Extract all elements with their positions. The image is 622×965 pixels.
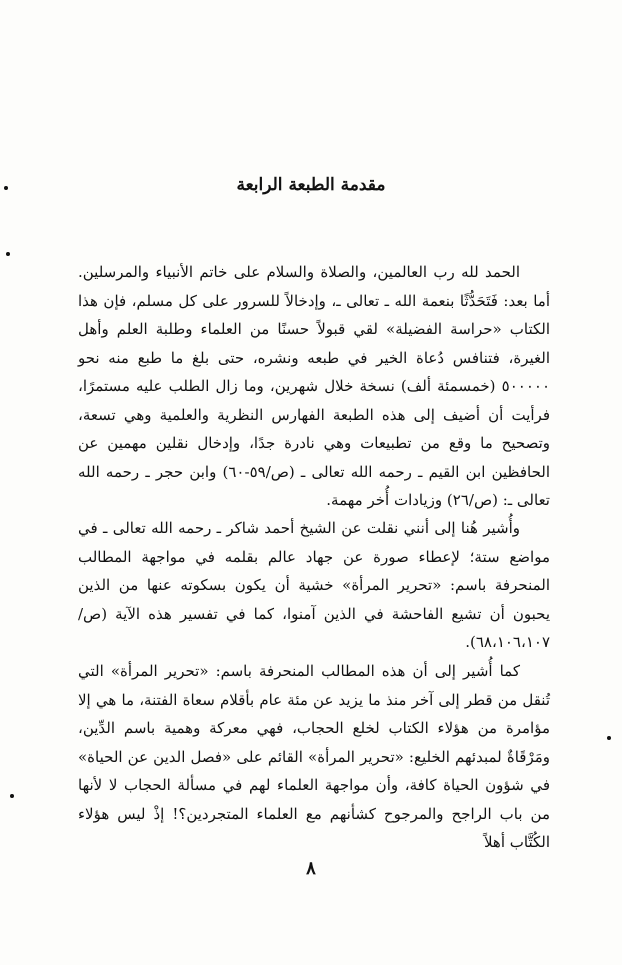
paragraph-shakir: وأُشير هُنا إلى أنني نقلت عن الشيخ أحمد شاكر ـ رحمه الله تعالى ـ في مواضع ستة؛ لإعطاء صورة عن جهاد عالم بقلمه في مواجهة المطالب المنحرفة باسم: «تحرير المرأة» خشية أن يكون بسكوته عنها من الذين يحبون أن تشيع الفاحشة في الذين آمنوا، كما في تفسير هذه الآية (ص/٦٨،١٠٦،١٠٧). <box>78 519 550 651</box>
margin-mark <box>607 736 611 740</box>
margin-mark <box>10 794 14 798</box>
paragraph-intro: الحمد لله رب العالمين، والصلاة والسلام على خاتم الأنبياء والمرسلين. أما بعد: فَتَحَدُّثًا بنعمة الله ـ تعالى ـ، وإدخالاً للسرور على كل مسلم، فإن هذا الكتاب «حراسة الفضيلة» لقي قبولاً حسنًا من العلماء وطلبة العلم وأهل الغيرة، فتنافس دُعاة الخير في طبعه ونشره، حتى بلغ ما طبع منه نحو ٥٠٠٠٠٠ (خمسمئة ألف) نسخة خلال شهرين، وما زال الطلب عليه مستمرًا، فرأيت أن أضيف إلى هذه الطبعة الفهارس النظرية والعلمية وهي تسعة، وتصحيح ما وقع من تطبيعات وهي نادرة جدًا، وإدخال نقلين مهمين عن الحافظين ابن القيم ـ رحمه الله تعالى ـ (ص/٥٩-٦٠) وابن حجر ـ رحمه الله تعالى ـ: (ص/٢٦) وزيادات أُخر مهمة. <box>78 263 550 509</box>
body-text <box>78 258 550 851</box>
page-title: مقدمة الطبعة الرابعة <box>236 175 386 195</box>
page-number: ٨ <box>306 858 316 879</box>
paragraph-conclusion: كما أُشير إلى أن هذه المطالب المنحرفة باسم: «تحرير المرأة» التي تُنقل من قطر إلى آخر منذ ما يزيد عن مئة عام بأقلام سعاة الفتنة، ما هي إلا مؤامرة من هؤلاء الكتاب لخلع الحجاب، فهي معركة وهمية باسم الدِّين، ومَرْقَاةٌ لمبدئهم الخليع: «تحرير المرأة» القائم على «فصل الدين عن الحياة» في شؤون الحياة كافة، وأن مواجهة العلماء لهم في مسألة الحجاب لا لأنها من باب الراجح والمرجوح كشأنهم مع العلماء المتجردين؟! إذْ ليس هؤلاء الكُتَّاب أهلاً <box>78 662 550 851</box>
margin-mark <box>6 252 10 256</box>
